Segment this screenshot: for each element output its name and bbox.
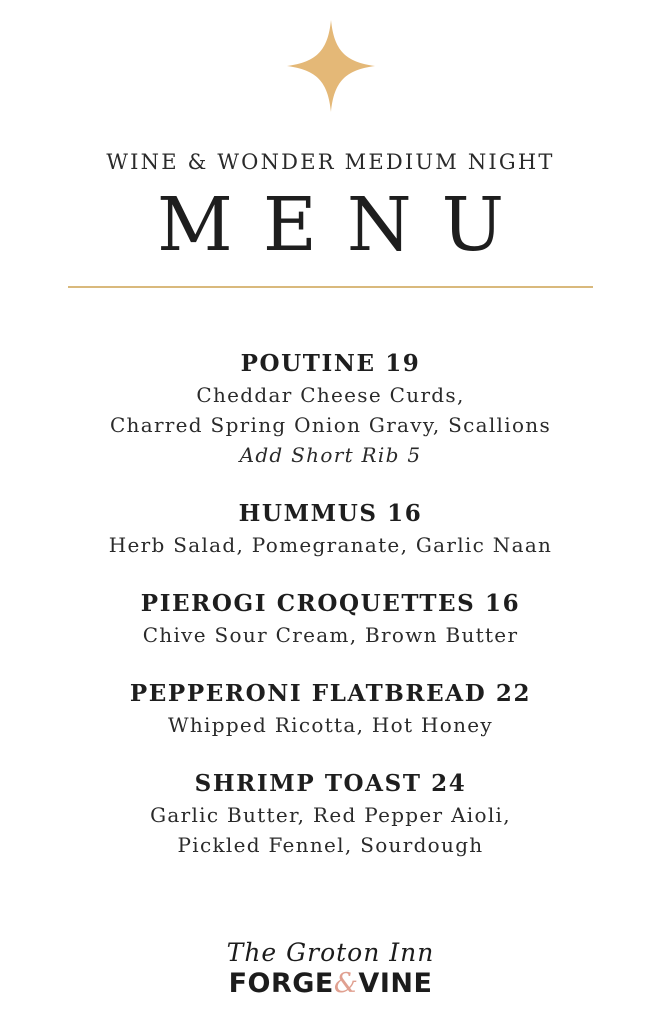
header-divider: [68, 286, 593, 288]
menu-item-description: Cheddar Cheese Curds,: [196, 383, 465, 407]
menu-item-shrimp-toast: [0, 768, 661, 860]
menu-item-title: PEPPERONI FLATBREAD 22: [129, 680, 532, 707]
menu-item-description: Pickled Fennel, Sourdough: [177, 833, 484, 857]
menu-item-description: Garlic Butter, Red Pepper Aioli,: [150, 803, 511, 827]
logo-script-text: The Groton Inn: [226, 938, 435, 967]
menu-items: [0, 348, 661, 888]
venue-logo: [200, 938, 461, 1008]
menu-item-description: Chive Sour Cream, Brown Butter: [142, 623, 519, 647]
logo-word-right: VINE: [358, 968, 433, 999]
menu-item-pierogi: [0, 588, 661, 650]
menu-item-description: Whipped Ricotta, Hot Honey: [167, 713, 494, 737]
menu-heading: MENU: [157, 182, 534, 268]
menu-item-title: SHRIMP TOAST 24: [194, 770, 467, 797]
menu-item-poutine: [0, 348, 661, 470]
menu-item-title: HUMMUS 16: [238, 500, 423, 527]
logo-wordmark: [200, 968, 461, 1000]
menu-item-title: POUTINE 19: [240, 350, 421, 377]
logo-word-left: FORGE: [228, 968, 334, 999]
four-point-star-icon: [287, 20, 375, 112]
star-shape: [287, 20, 375, 112]
menu-item-title: PIEROGI CROQUETTES 16: [140, 590, 521, 617]
menu-item-flatbread: [0, 678, 661, 740]
menu-item-addon: Add Short Rib 5: [239, 443, 422, 467]
logo-ampersand: &: [333, 968, 359, 999]
menu-item-hummus: [0, 498, 661, 560]
menu-item-description: Herb Salad, Pomegranate, Garlic Naan: [108, 533, 553, 557]
menu-item-description: Charred Spring Onion Gravy, Scallions: [109, 413, 552, 437]
event-title: WINE & WONDER MEDIUM NIGHT: [106, 150, 555, 174]
